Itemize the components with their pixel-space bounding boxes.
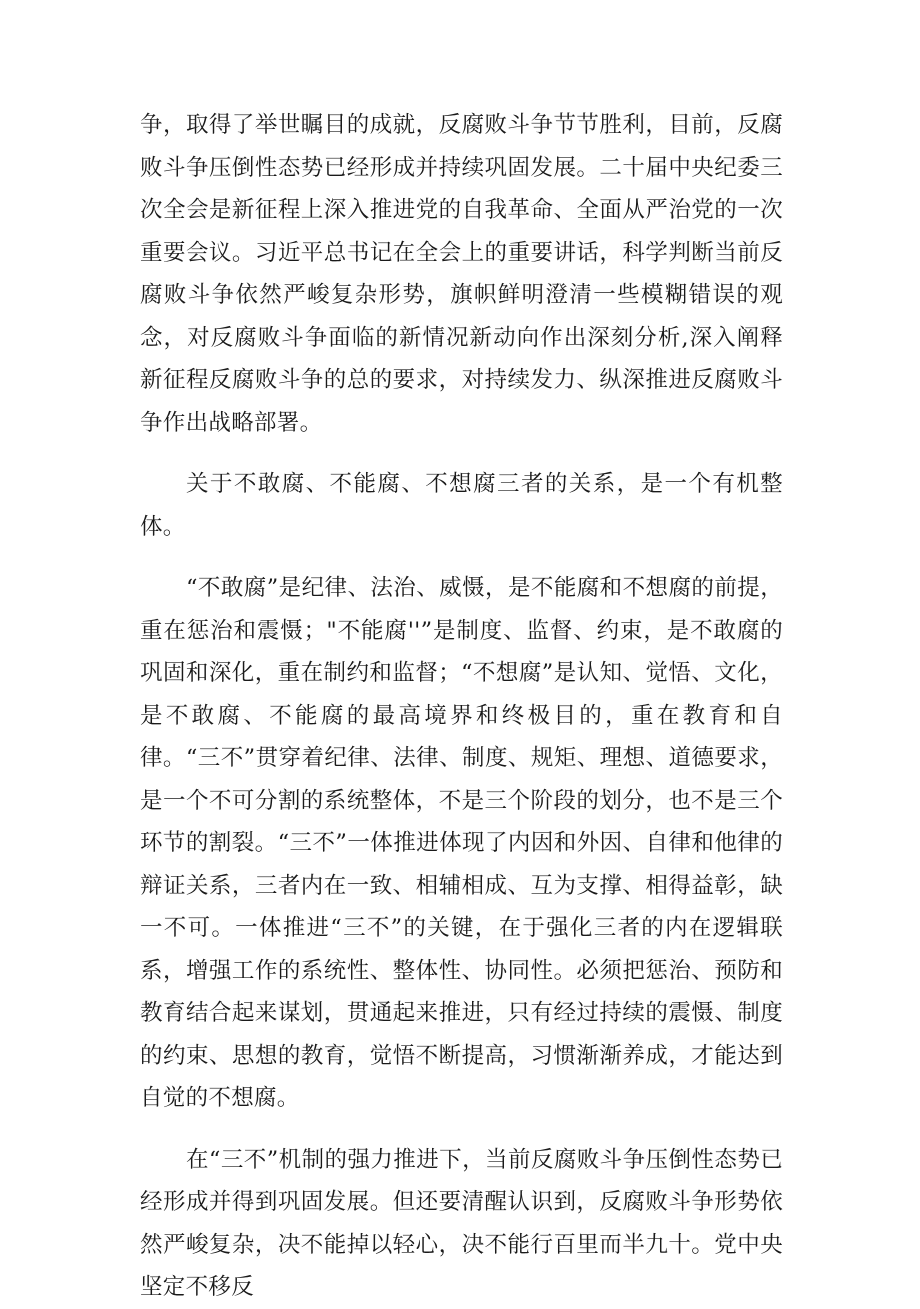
paragraph-4: 在“三不”机制的强力推进下，当前反腐败斗争压倒性态势已经形成并得到巩固发展。但还要清醒认识到，反腐败斗争形势依然严峻复杂，决不能掉以轻心，决不能行百里而半九十。党中央坚定不移反 (140, 1146, 783, 1300)
paragraph-1: 争，取得了举世瞩目的成就，反腐败斗争节节胜利，目前，反腐败斗争压倒性态势已经形成并持续巩固发展。二十届中央纪委三次全会是新征程上深入推进党的自我革命、全面从严治党的一次重要会议。习近平总书记在全会上的重要讲话，科学判断当前反腐败斗争依然严峻复杂形势，旗帜鲜明澄清一些模糊错误的观念，对反腐败斗争面临的新情况新动向作出深刻分析,深入阐释新征程反腐败斗争的总的要求，对持续发力、纵深推进反腐败斗争作出战略部署。 (140, 112, 783, 436)
paragraph-2: 关于不敢腐、不能腐、不想腐三者的关系，是一个有机整体。 (140, 471, 783, 540)
paragraph-3: “不敢腐”是纪律、法治、威慑，是不能腐和不想腐的前提，重在惩治和震慑；"不能腐''”是制度、监督、约束，是不敢腐的巩固和深化，重在制约和监督；“不想腐”是认知、觉悟、文化，是不敢腐、不能腐的最高境界和终极目的，重在教育和自律。“三不”贯穿着纪律、法律、制度、规矩、理想、道德要求，是一个不可分割的系统整体，不是三个阶段的划分，也不是三个环节的割裂。“三不”一体推进体现了内因和外因、自律和他律的辩证关系，三者内在一致、相辅相成、互为支撑、相得益彰，缺一不可。一体推进“三不”的关键，在于强化三者的内在逻辑联系，增强工作的系统性、整体性、协同性。必须把惩治、预防和教育结合起来谋划，贯通起来推进，只有经过持续的震慑、制度的约束、思想的教育，觉悟不断提高，习惯渐渐养成，才能达到自觉的不想腐。 (140, 575, 783, 1111)
document-body (140, 104, 783, 1309)
